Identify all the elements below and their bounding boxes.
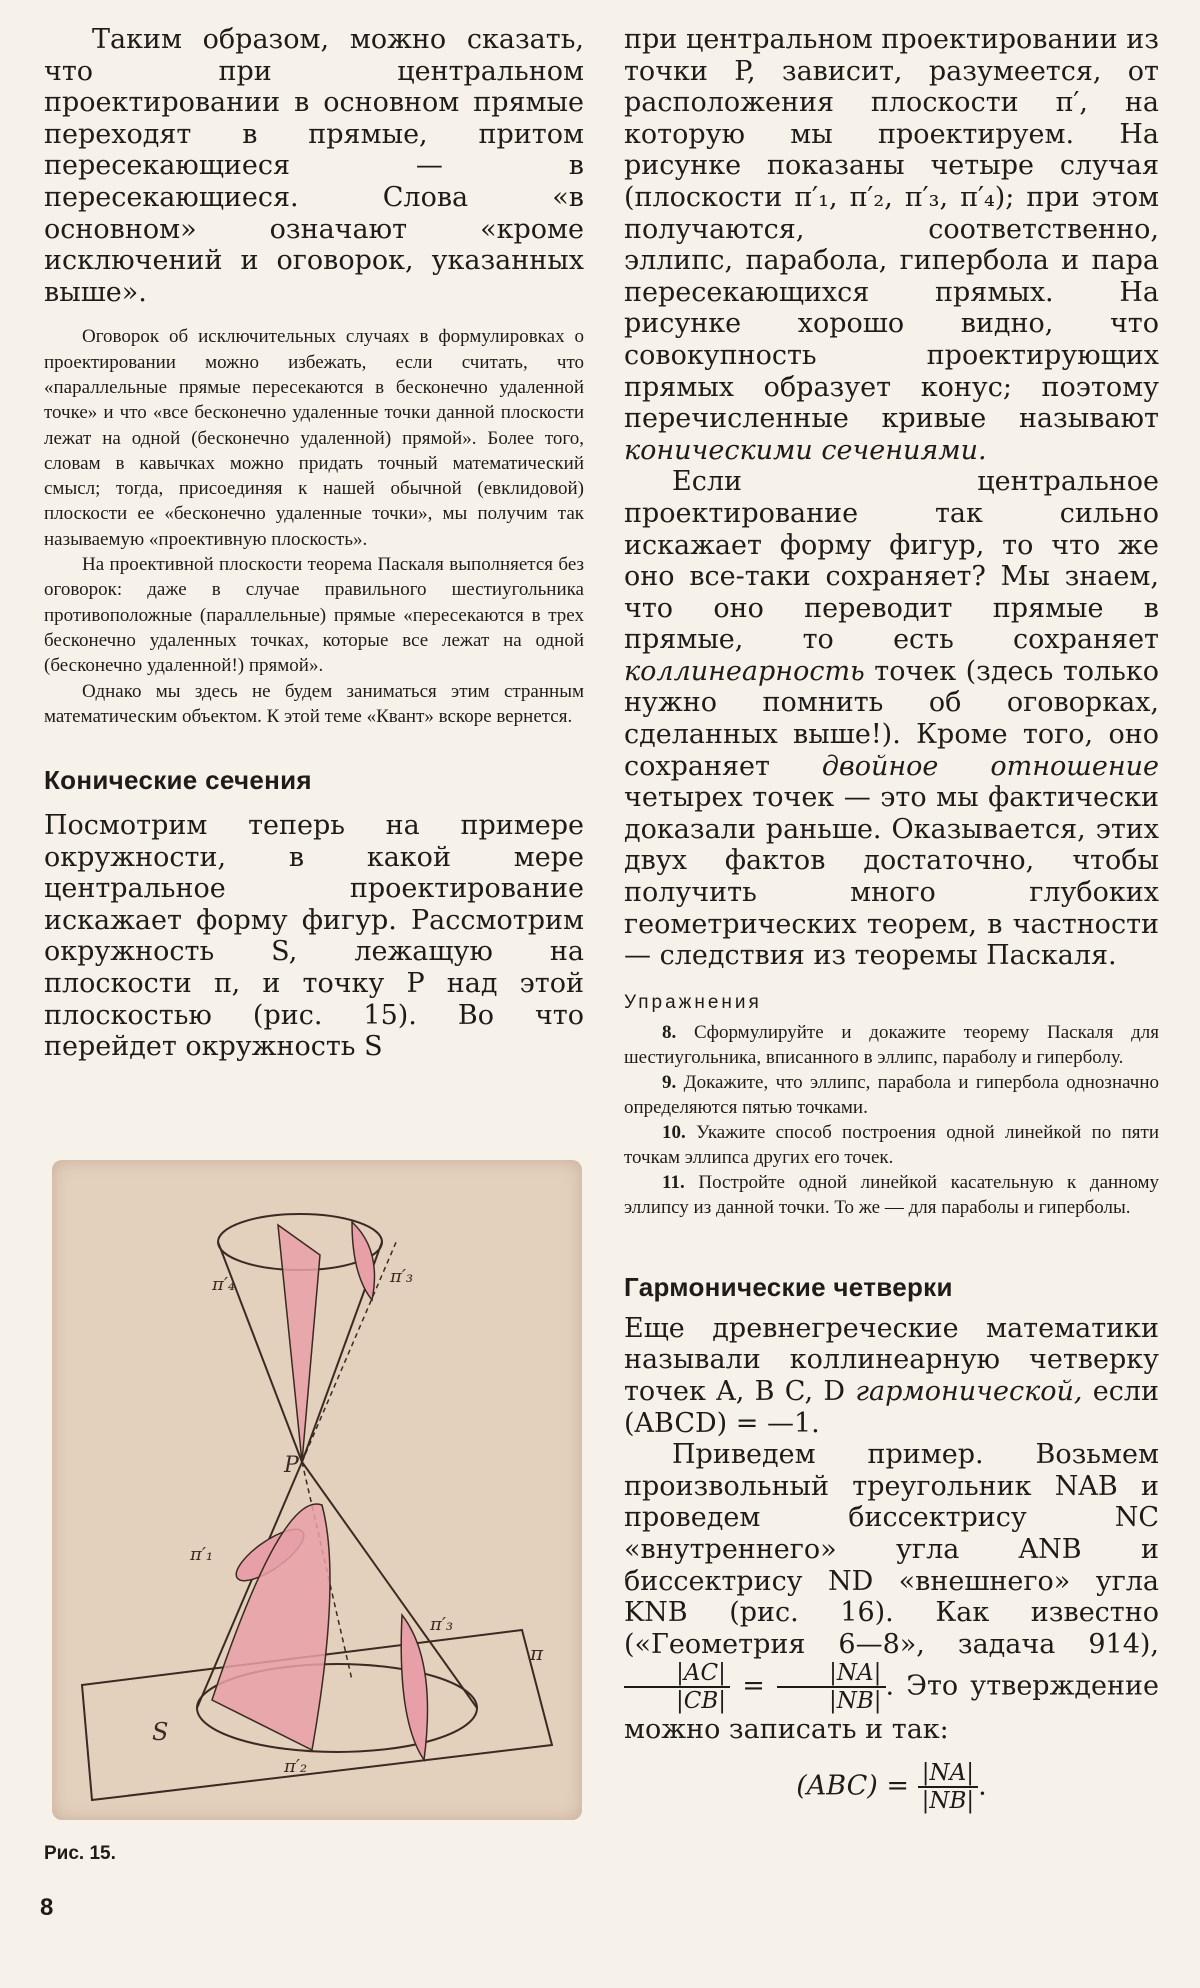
section-pi3-top bbox=[352, 1222, 375, 1300]
exercise-list bbox=[624, 1020, 1159, 1220]
cont-paragraph-2: Если центральное проектирование так сильно искажает форму фигур, то что же оно все-таки сохраняет? Мы знаем, что оно переводит прямые в прямые, то есть сохраняет коллинеарность точек (здесь только нужно помнить об оговорках, сделанных выше!). Кроме того, оно сохраняет двойное отношение четырех точек — это мы фактически доказали раньше. Оказывается, этих двух фактов достаточно, чтобы получить много глубоких геометрических теорем, в частности — следствия из теоремы Паскаля. bbox=[624, 466, 1159, 972]
section-pi4 bbox=[278, 1225, 320, 1462]
fraction-ac-cb: $\frac{|AC|}{|CB|}$ bbox=[624, 1660, 730, 1714]
section-heading-conic: Конические сечения bbox=[44, 765, 312, 796]
note-paragraph-1: Оговорок об исключительных случаях в формулировках о проектировании можно избежать, если считать, что «параллельные прямые пересекаются в бесконечно удаленной точке» и что «все бесконечно удаленные точки данной плоскости лежат на одной (бесконечно удаленной) прямой». Более того, словам в кавычках можно придать точный математический смысл; тогда, присоединяя к нашей обычной (евклидовой) плоскости ее «бесконечно удаленные точки», мы получим так называемую «проективную плоскость». bbox=[44, 326, 584, 550]
section-pi3-bottom bbox=[401, 1615, 427, 1760]
note-paragraph-3: Однако мы здесь не будем заниматься этим странным математическим объектом. К этой теме «Квант» вскоре вернется. bbox=[44, 680, 584, 727]
fraction-na-nb: $\frac{|NA|}{|NB|}$ bbox=[777, 1660, 886, 1714]
exercise-item: 10. Укажите способ построения одной линейкой по пяти точкам эллипса других его точек. bbox=[624, 1121, 1159, 1168]
harmonic-paragraph: Еще древнегреческие математики называли коллинеарную четверку точек A, B C, D гармонической, если (ABCD) = —1. bbox=[624, 1312, 1160, 1439]
label-S: S bbox=[152, 1718, 169, 1746]
page-number: 8 bbox=[40, 1894, 54, 1921]
exercise-item: 8. Сформулируйте и докажите теорему Паскаля для шестиугольника, вписанного в эллипс, параболу и гиперболу. bbox=[624, 1021, 1159, 1068]
label-pi: π bbox=[530, 1641, 544, 1665]
left-column bbox=[44, 24, 584, 1063]
label-pi3-bottom: π′₃ bbox=[430, 1614, 454, 1635]
label-pi3-top: π′₃ bbox=[390, 1266, 414, 1287]
cont-paragraph-1: при центральном проектировании из точки P, зависит, разумеется, от расположения плоскости π′, на которую мы проектируем. На рисунке показаны четыре случая (плоскости π′₁, π′₂, π′₃, π′₄); при этом получаются, соответственно, эллипс, парабола, гипербола и пара пересекающихся прямых. На рисунке хорошо видно, что совокупность проектирующих прямых образует конус; поэтому перечисленные кривые называют коническими сечениями. bbox=[624, 24, 1159, 466]
figure-caption: Рис. 15. bbox=[44, 1843, 116, 1864]
exercises-title: Упражнения bbox=[624, 991, 762, 1013]
label-pi1: π′₁ bbox=[190, 1544, 214, 1565]
label-pi2: π′₂ bbox=[284, 1756, 308, 1777]
note-paragraph-2: На проективной плоскости теорема Паскаля выполняется без оговорок: даже в случае правильного шестиугольника противоположные (параллельные) прямые «пересекаются в трех бесконечно удаленных точках, которые все лежат на одной (бесконечно удаленной!) прямой». bbox=[44, 554, 584, 677]
section-heading-harmonic: Гармонические четверки bbox=[624, 1271, 953, 1302]
conic-paragraph: Посмотрим теперь на примере окружности, в какой мере центральное проектирование искажает форму фигур. Рассмотрим окружность S, лежащую на плоскости π, и точку P над этой плоскостью (рис. 15). Во что перейдет окружность S bbox=[44, 810, 584, 1063]
exercise-item: 11. Постройте одной линейкой касательную к данному эллипсу из данной точки. То же — для параболы и гиперболы. bbox=[624, 1171, 1160, 1218]
formula-abc: (ABC) = $\frac{|NA|}{|NB|}$ . bbox=[796, 1759, 987, 1814]
exercise-item: 9. Докажите, что эллипс, парабола и гипербола однозначно определяются пятью точками. bbox=[624, 1071, 1160, 1118]
intro-paragraph: Таким образом, можно сказать, что при центральном проектировании в основном прямые переходят в прямые, притом пересекающиеся — в пересекающиеся. Слова «в основном» означают «кроме исключений и оговорок, указанных выше». bbox=[44, 24, 584, 308]
example-paragraph: Приведем пример. Возьмем произвольный треугольник NAB и проведем биссектрису NC «внутреннего» угла ANB и биссектрису ND «внешнего» угла KNB (рис. 16). Как известно («Геометрия 6—8», задача 914), $\frac{|AC|}{|CB|}$ = $\frac{|NA|}{|NB|}$ . Это утверждение можно записать и так: bbox=[624, 1439, 1160, 1746]
cone-diagram bbox=[52, 1160, 582, 1820]
label-P: P bbox=[284, 1453, 299, 1478]
label-pi4: π′₄ bbox=[212, 1274, 236, 1295]
right-column bbox=[624, 24, 1159, 1814]
figure-15 bbox=[52, 1160, 582, 1820]
